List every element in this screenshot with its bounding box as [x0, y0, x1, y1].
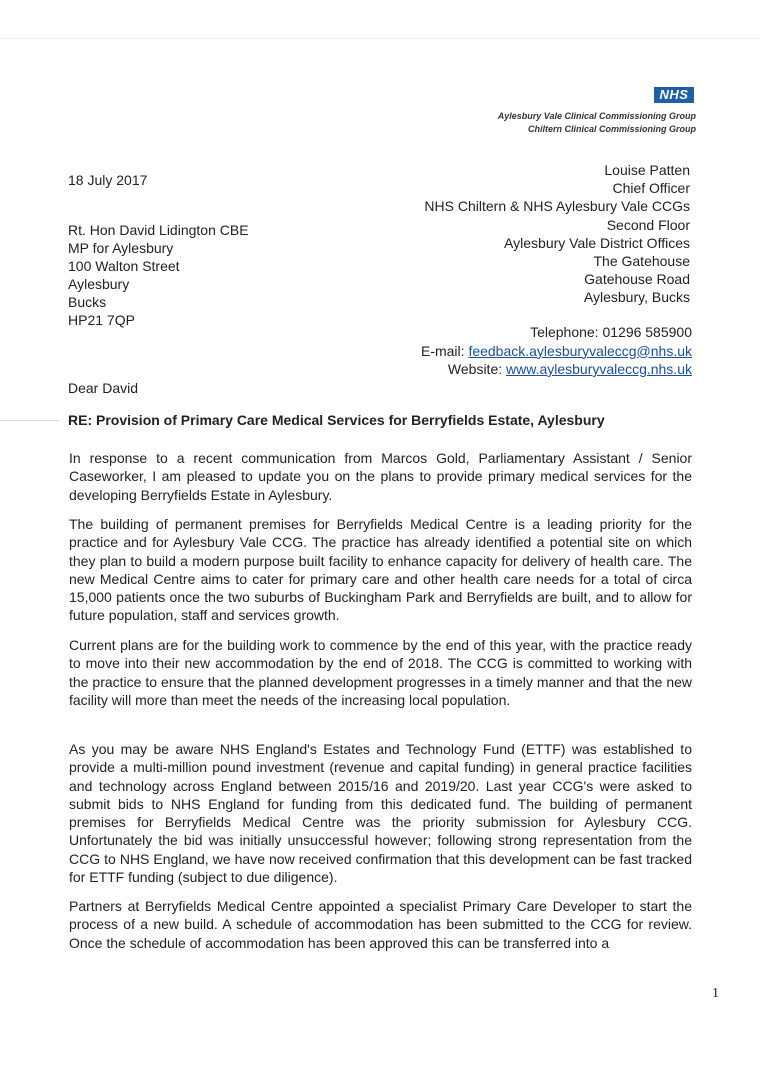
recipient-line: MP for Aylesbury — [68, 240, 174, 256]
sender-line: Aylesbury Vale District Offices — [504, 234, 690, 251]
website-row — [421, 360, 692, 379]
body-paragraph: Partners at Berryfields Medical Centre appointed a specialist Primary Care Developer to start the process of a new build. A schedule of accommodation has been submitted to the CCG for review. Once the schedule of accommodation has been approved this can be transferred into a — [69, 898, 692, 951]
recipient-line: 100 Walton Street — [68, 258, 180, 274]
ccg-name-chiltern: Chiltern Clinical Commissioning Group — [527, 124, 696, 134]
salutation: Dear David — [68, 380, 139, 396]
body-paragraph: As you may be aware NHS England's Estates and Technology Fund (ETTF) was established to provide a multi-million pound investment (revenue and capital funding) in general practice facilities and technology across England between 2015/16 and 2019/20. Last year CCG's were asked to submit bids to NHS England for funding from this dedicated fund. The building of permanent premises for Berryfields Medical Centre was the priority submission for Aylesbury CCG. Unfortunately the bid was initially unsuccessful however; following strong representation from the CCG to NHS England, we have now received confirmation that this development can be fast tracked for ETTF funding (subject to due diligence). — [69, 741, 692, 886]
sender-line: Second Floor — [606, 216, 690, 233]
website-label: Website: — [447, 361, 507, 377]
sender-address — [424, 161, 690, 307]
recipient-line: Bucks — [68, 294, 107, 310]
sender-line: Chief Officer — [612, 180, 690, 197]
telephone: Telephone: 01296 585900 — [530, 324, 692, 340]
website-link[interactable]: www.aylesburyvaleccg.nhs.uk — [506, 361, 692, 377]
sender-line: NHS Chiltern & NHS Aylesbury Vale CCGs — [424, 198, 690, 215]
ccg-name-aylesbury: Aylesbury Vale Clinical Commissioning Group — [497, 111, 696, 121]
subject-line: RE: Provision of Primary Care Medical Services for Berryfields Estate, Aylesbury — [68, 412, 605, 428]
letter-date: 18 July 2017 — [68, 172, 148, 188]
sender-line: Louise Patten — [604, 162, 690, 178]
email-link[interactable]: feedback.aylesburyvaleccg@nhs.uk — [468, 342, 692, 359]
scan-artifact-left — [0, 420, 60, 421]
contact-details — [421, 323, 692, 379]
recipient-line: Rt. Hon David Lidington CBE — [68, 222, 249, 238]
body-paragraph: Current plans are for the building work to commence by the end of this year, with the practice ready to move into their new accommodation by the end of 2018. The CCG is committed to working with the practice to ensure that the planned development progresses in a timely manner and that the new facility will more than meet the needs of the increasing local population. — [69, 637, 692, 708]
email-label: E-mail: — [420, 342, 469, 359]
scan-artifact-top — [0, 38, 760, 39]
sender-line: Gatehouse Road — [584, 271, 690, 288]
recipient-address — [68, 221, 249, 329]
page-number: 1 — [712, 986, 719, 1001]
nhs-logo: NHS — [654, 87, 694, 103]
recipient-line: Aylesbury — [68, 276, 130, 292]
sender-line: The Gatehouse — [593, 253, 690, 270]
sender-line: Aylesbury, Bucks — [583, 289, 690, 306]
recipient-line: HP21 7QP — [68, 312, 135, 328]
body-paragraph: The building of permanent premises for Berryfields Medical Centre is a leading priority for the practice and for Aylesbury Vale CCG. The practice has already identified a potential site on which they plan to build a modern purpose built facility to enhance capacity for delivery of health care. The new Medical Centre aims to cater for primary care and other health care needs for a total of circa 15,000 patients once the two suburbs of Buckingham Park and Berryfields are built, and to allow for future population, staff and services growth. — [69, 516, 692, 624]
body-paragraph: In response to a recent communication from Marcos Gold, Parliamentary Assistant / Senior Caseworker, I am pleased to update you on the plans to provide primary medical services for the developing Berryfields Estate in Aylesbury. — [69, 450, 692, 503]
email-row — [421, 342, 692, 361]
